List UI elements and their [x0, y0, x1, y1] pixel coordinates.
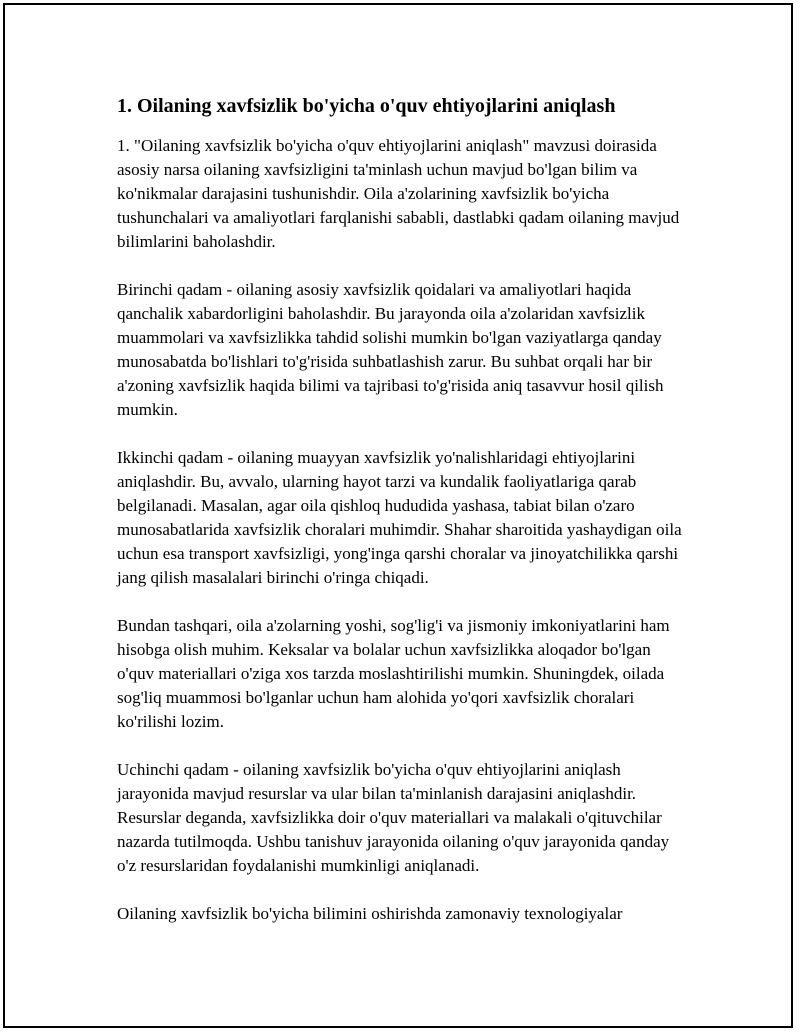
- paragraph-step-two: Ikkinchi qadam - oilaning muayyan xavfsizlik yo'nalishlaridagi ehtiyojlarini aniqlashdir. Bu, avvalo, ularning hayot tarzi va kundalik faoliyatlariga qarab belgilanadi. Masalan, agar oila qishloq hududida yashasa, tabiat bilan o'zaro munosabatlarida xavfsizlik choralari muhimdir. Shahar sharoitida yashaydigan oila uchun esa transport xavfsizligi, yong'inga qarshi choralar va jinoyatchilikka qarshi jang qilish masalalari birinchi o'ringa chiqadi.: [117, 448, 682, 587]
- paragraph-step-three: Uchinchi qadam - oilaning xavfsizlik bo'yicha o'quv ehtiyojlarini aniqlash jarayonida mavjud resurslar va ular bilan ta'minlanish darajasini aniqlashdir. Resurslar deganda, xavfsizlikka doir o'quv materiallari va malakali o'qituvchilar nazarda tutilmoqda. Ushbu tanishuv jarayonida oilaning o'quv jarayonida qanday o'z resurslaridan foydalanishi mumkinligi aniqlanadi.: [117, 760, 670, 875]
- paragraph-step-one: Birinchi qadam - oilaning asosiy xavfsizlik qoidalari va amaliyotlari haqida qanchalik xabardorligini baholashdir. Bu jarayonda oila a'zolaridan xavfsizlik muammolari va xavfsizlikka tahdid solishi mumkin bo'lgan vaziyatlarga qanday munosabatda bo'lishlari to'g'risida suhbatlashish zarur. Bu suhbat orqali har bir a'zoning xavfsizlik haqida bilimi va tajribasi to'g'risida aniq tasavvur hosil qilish mumkin.: [117, 280, 664, 419]
- document-title: 1. Oilaning xavfsizlik bo'yicha o'quv ehtiyojlarini aniqlash: [117, 95, 616, 117]
- paragraph-intro: 1. "Oilaning xavfsizlik bo'yicha o'quv ehtiyojlarini aniqlash" mavzusi doirasida asosiy narsa oilaning xavfsizligini ta'minlash uchun mavjud bo'lgan bilim va ko'nikmalar darajasini tushunishdir. Oila a'zolarining xavfsizlik bo'yicha tushunchalari va amaliyotlari farqlanishi sababli, dastlabki qadam oilaning mavjud bilimlarini baholashdir.: [117, 136, 680, 251]
- paragraph-additional: Bundan tashqari, oila a'zolarning yoshi, sog'lig'i va jismoniy imkoniyatlarini ham hisobga olish muhim. Keksalar va bolalar uchun xavfsizlikka aloqador bo'lgan o'quv materiallari o'ziga xos tarzda moslashtirilishi mumkin. Shuningdek, oilada sog'liq muammosi bo'lganlar uchun ham alohida yo'qori xavfsizlik choralari ko'rilishi lozim.: [117, 616, 670, 731]
- document-body: [117, 92, 692, 950]
- paragraph-technology: Oilaning xavfsizlik bo'yicha bilimini oshirishda zamonaviy texnologiyalar: [117, 904, 623, 923]
